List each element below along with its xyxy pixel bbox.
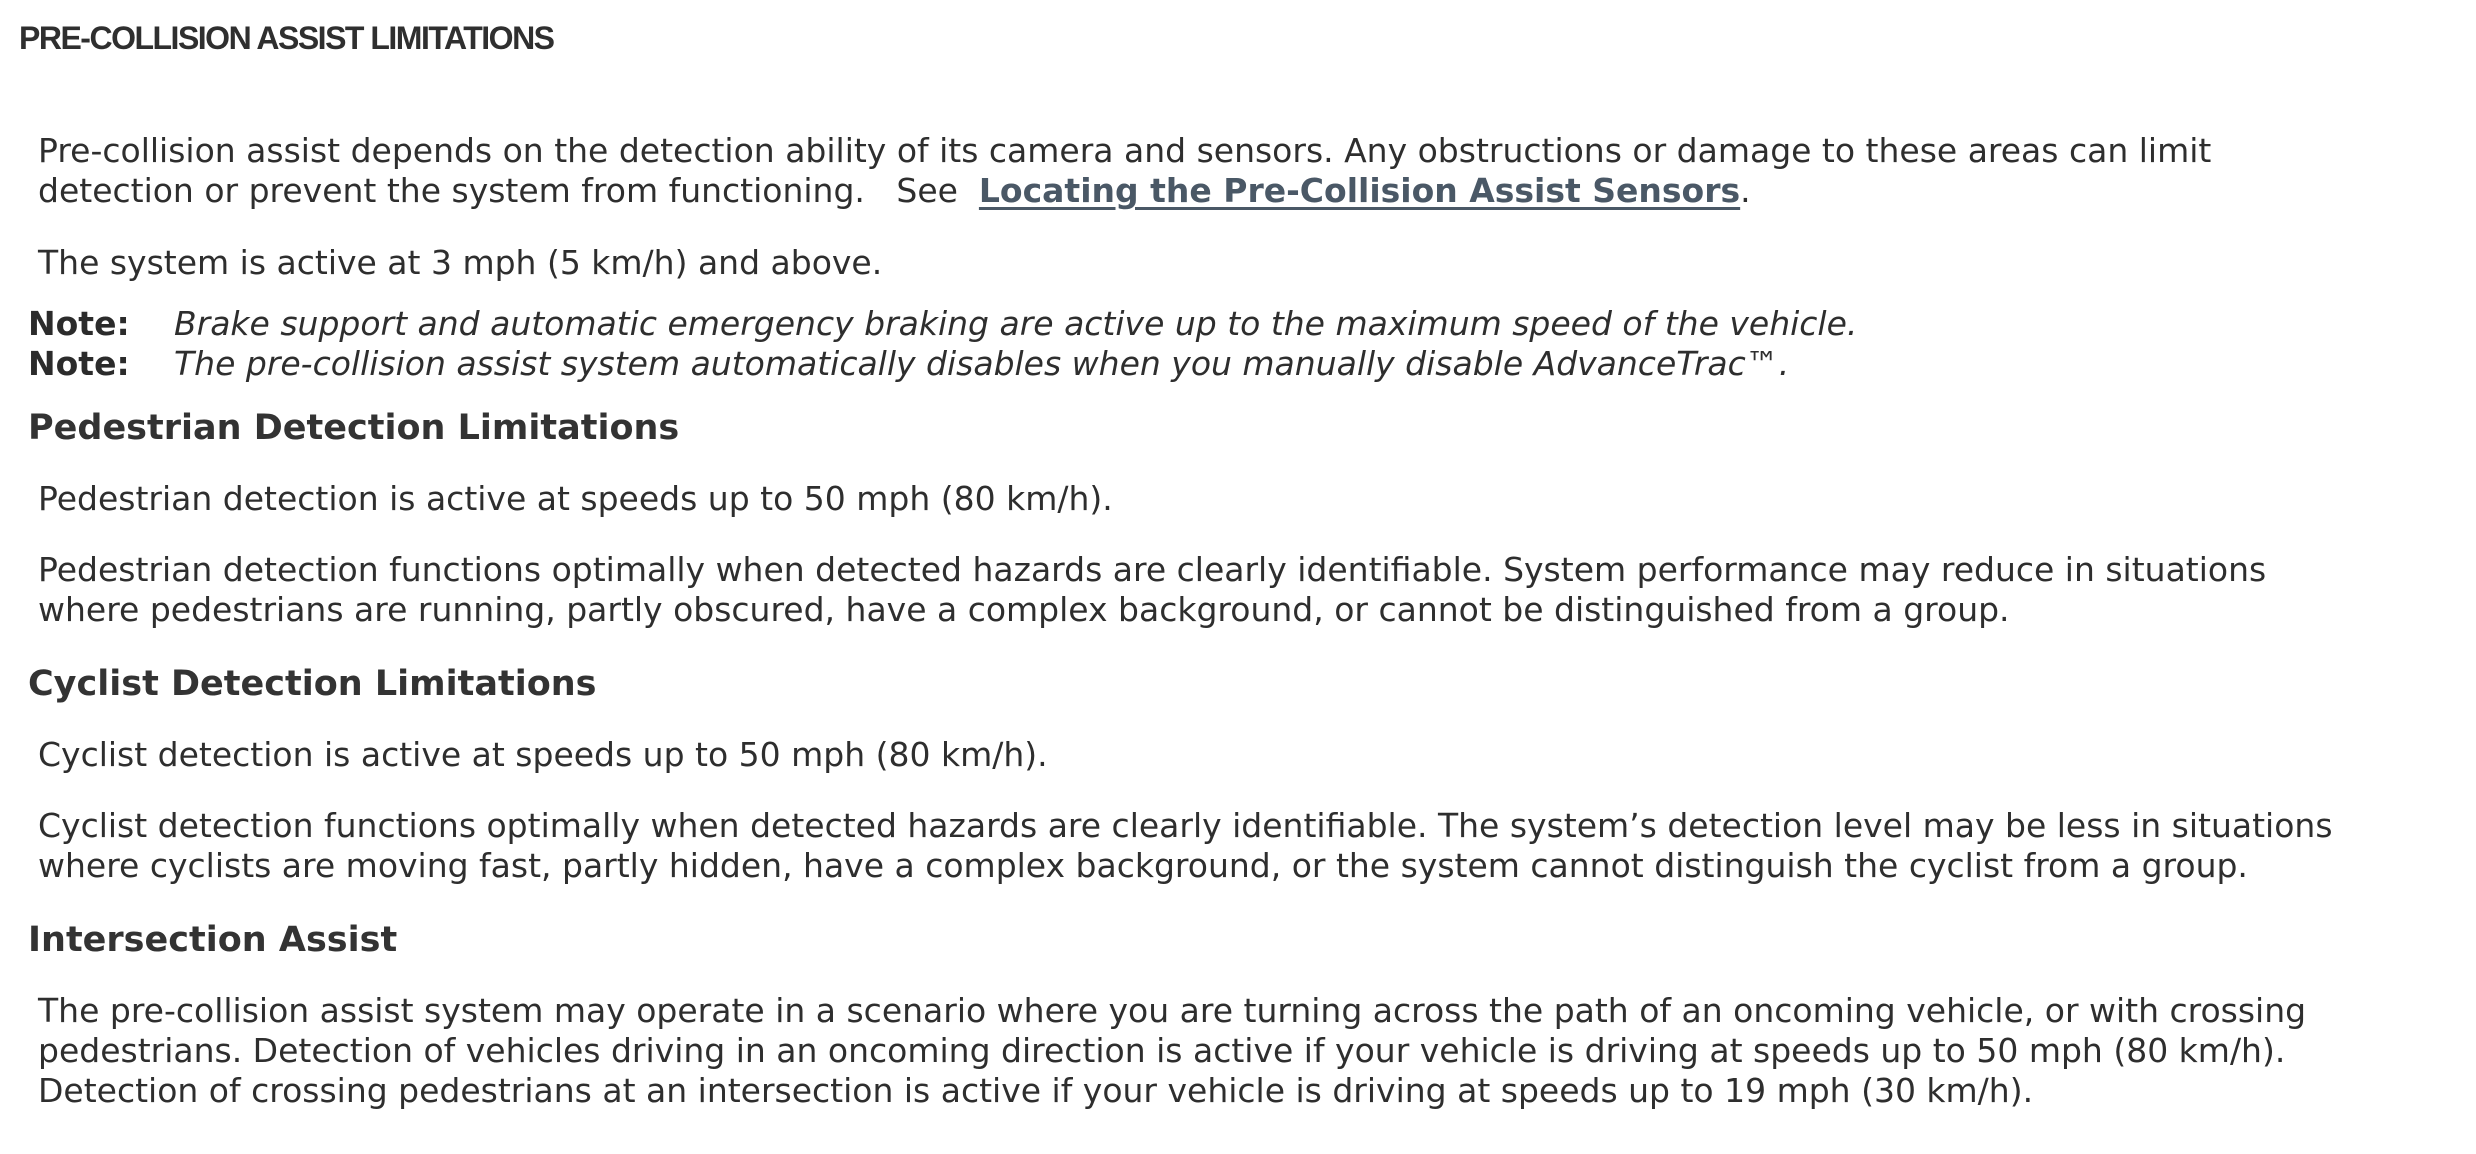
intersection-line-1: The pre-collision assist system may operate in a scenario where you are turning across the path of an oncoming vehicle, or with crossing xyxy=(38,991,2307,1030)
intro-paragraph xyxy=(38,131,2211,211)
pedestrian-performance-paragraph xyxy=(38,550,2266,630)
cyclist-performance-line-2: where cyclists are moving fast, partly hidden, have a complex background, or the system cannot distinguish the cyclist from a group. xyxy=(38,846,2248,885)
pedestrian-performance-line-1: Pedestrian detection functions optimally when detected hazards are clearly identifiable. System performance may reduce in situations xyxy=(38,550,2267,589)
note-1 xyxy=(28,304,1857,344)
intersection-line-3: Detection of crossing pedestrians at an intersection is active if your vehicle is driving at speeds up to 19 mph (30 km/h). xyxy=(38,1071,2034,1110)
intro-line-2 xyxy=(38,171,2211,211)
note-2-text: The pre-collision assist system automatically disables when you manually disable AdvanceTrac™. xyxy=(174,344,1790,383)
cyclist-heading: Cyclist Detection Limitations xyxy=(28,664,597,704)
note-1-text: Brake support and automatic emergency braking are active up to the maximum speed of the vehicle. xyxy=(174,304,1858,343)
active-speed-paragraph: The system is active at 3 mph (5 km/h) and above. xyxy=(38,243,883,282)
cyclist-performance-paragraph xyxy=(38,806,2333,886)
locating-sensors-link[interactable]: Locating the Pre-Collision Assist Sensors xyxy=(978,171,1741,210)
pedestrian-speed-paragraph: Pedestrian detection is active at speeds up to 50 mph (80 km/h). xyxy=(38,479,1113,518)
note-1-label: Note: xyxy=(28,304,130,343)
page-title: PRE-COLLISION ASSIST LIMITATIONS xyxy=(19,20,554,56)
intro-line-2-period: . xyxy=(1740,171,1751,210)
note-2-label: Note: xyxy=(28,344,130,383)
intersection-heading: Intersection Assist xyxy=(28,920,398,960)
pedestrian-performance-line-2: where pedestrians are running, partly obscured, have a complex background, or cannot be distinguished from a group. xyxy=(38,590,2010,629)
cyclist-performance-line-1: Cyclist detection functions optimally when detected hazards are clearly identifiable. The system’s detection level may be less in situations xyxy=(38,806,2333,845)
intersection-paragraph xyxy=(38,991,2306,1111)
intro-line-2-text: detection or prevent the system from functioning. See xyxy=(38,171,979,210)
intersection-line-2: pedestrians. Detection of vehicles driving in an oncoming direction is active if your vehicle is driving at speeds up to 50 mph (80 km/h). xyxy=(38,1031,2286,1070)
pedestrian-heading: Pedestrian Detection Limitations xyxy=(28,408,680,448)
intro-line-1: Pre-collision assist depends on the detection ability of its camera and sensors. Any obstructions or damage to these areas can limit xyxy=(38,131,2212,170)
cyclist-speed-paragraph: Cyclist detection is active at speeds up to 50 mph (80 km/h). xyxy=(38,735,1048,774)
note-2 xyxy=(28,344,1789,384)
